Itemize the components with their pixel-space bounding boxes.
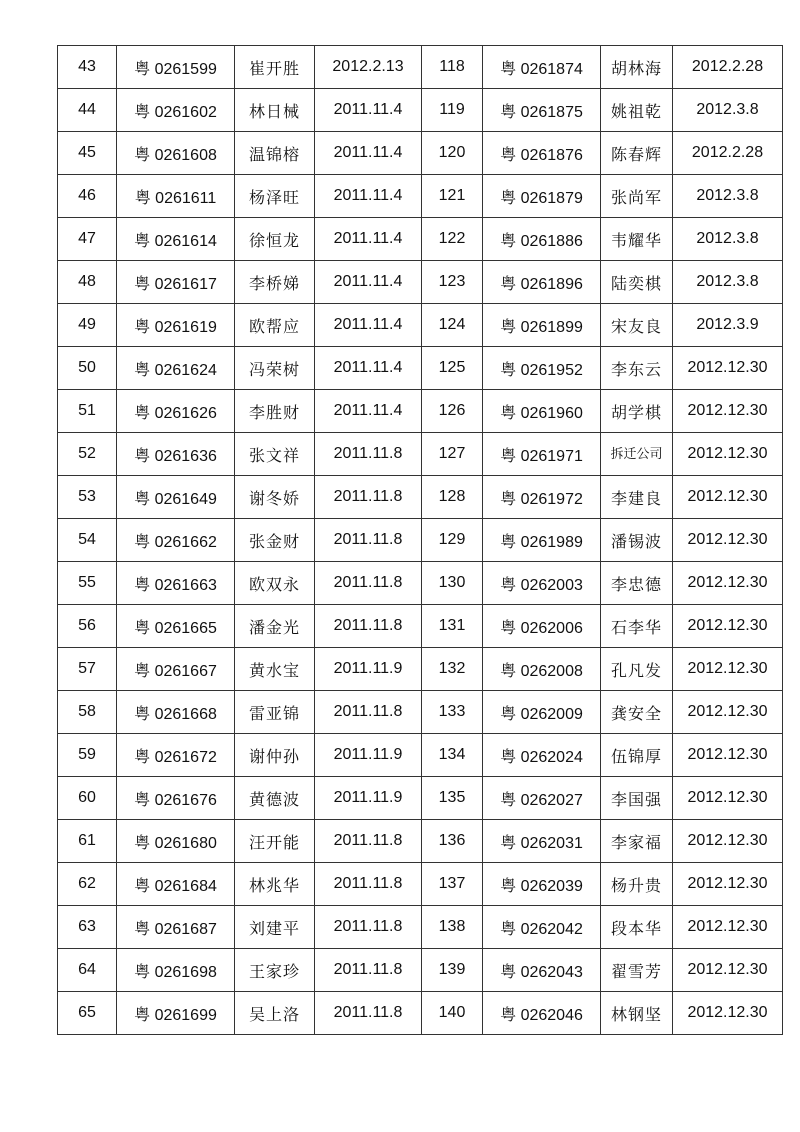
record-table: [57, 45, 783, 1035]
cell-owner-name: 林日械: [235, 89, 315, 132]
cell-plate-number: 粤 0262006: [483, 605, 601, 648]
cell-owner-name: 张尚军: [601, 175, 673, 218]
table-row: [58, 304, 783, 347]
cell-seq-number: 132: [422, 648, 483, 691]
cell-owner-name: 杨升贵: [601, 863, 673, 906]
cell-owner-name: 李家福: [601, 820, 673, 863]
cell-owner-name: 张金财: [235, 519, 315, 562]
cell-date: 2011.11.4: [315, 89, 422, 132]
cell-seq-number: 44: [58, 89, 117, 132]
cell-date: 2011.11.8: [315, 433, 422, 476]
cell-plate-number: 粤 0261875: [483, 89, 601, 132]
cell-seq-number: 43: [58, 46, 117, 89]
cell-seq-number: 57: [58, 648, 117, 691]
cell-date: 2011.11.8: [315, 519, 422, 562]
cell-owner-name: 李国强: [601, 777, 673, 820]
cell-seq-number: 124: [422, 304, 483, 347]
cell-plate-number: 粤 0261874: [483, 46, 601, 89]
cell-plate-number: 粤 0261662: [117, 519, 235, 562]
cell-owner-name: 陆奕棋: [601, 261, 673, 304]
record-table-body: [58, 46, 783, 1035]
cell-date: 2012.12.30: [673, 777, 783, 820]
cell-seq-number: 119: [422, 89, 483, 132]
cell-plate-number: 粤 0261614: [117, 218, 235, 261]
cell-seq-number: 129: [422, 519, 483, 562]
cell-date: 2011.11.4: [315, 390, 422, 433]
cell-seq-number: 60: [58, 777, 117, 820]
cell-owner-name: 刘建平: [235, 906, 315, 949]
cell-owner-name: 欧帮应: [235, 304, 315, 347]
cell-date: 2012.3.8: [673, 261, 783, 304]
table-row: [58, 46, 783, 89]
table-row: [58, 648, 783, 691]
cell-plate-number: 粤 0261687: [117, 906, 235, 949]
cell-plate-number: 粤 0261680: [117, 820, 235, 863]
cell-date: 2011.11.8: [315, 992, 422, 1035]
cell-owner-name: 孔凡发: [601, 648, 673, 691]
cell-owner-name: 李胜财: [235, 390, 315, 433]
cell-plate-number: 粤 0262024: [483, 734, 601, 777]
table-row: [58, 820, 783, 863]
cell-seq-number: 52: [58, 433, 117, 476]
cell-owner-name: 李建良: [601, 476, 673, 519]
cell-plate-number: 粤 0262046: [483, 992, 601, 1035]
cell-date: 2012.3.8: [673, 89, 783, 132]
cell-date: 2012.12.30: [673, 347, 783, 390]
cell-seq-number: 51: [58, 390, 117, 433]
cell-plate-number: 粤 0261684: [117, 863, 235, 906]
cell-seq-number: 55: [58, 562, 117, 605]
cell-seq-number: 121: [422, 175, 483, 218]
cell-date: 2012.12.30: [673, 648, 783, 691]
cell-date: 2011.11.4: [315, 132, 422, 175]
cell-seq-number: 126: [422, 390, 483, 433]
table-row: [58, 562, 783, 605]
cell-plate-number: 粤 0261602: [117, 89, 235, 132]
cell-seq-number: 48: [58, 261, 117, 304]
cell-owner-name: 张文祥: [235, 433, 315, 476]
cell-date: 2012.2.28: [673, 46, 783, 89]
cell-plate-number: 粤 0261960: [483, 390, 601, 433]
cell-plate-number: 粤 0261698: [117, 949, 235, 992]
cell-plate-number: 粤 0261699: [117, 992, 235, 1035]
table-row: [58, 476, 783, 519]
cell-date: 2012.12.30: [673, 820, 783, 863]
cell-owner-name: 李桥娣: [235, 261, 315, 304]
cell-plate-number: 粤 0262009: [483, 691, 601, 734]
cell-plate-number: 粤 0261896: [483, 261, 601, 304]
cell-plate-number: 粤 0261619: [117, 304, 235, 347]
cell-seq-number: 64: [58, 949, 117, 992]
cell-owner-name: 段本华: [601, 906, 673, 949]
cell-date: 2012.12.30: [673, 691, 783, 734]
cell-date: 2012.12.30: [673, 992, 783, 1035]
cell-seq-number: 127: [422, 433, 483, 476]
cell-seq-number: 120: [422, 132, 483, 175]
cell-plate-number: 粤 0261952: [483, 347, 601, 390]
cell-plate-number: 粤 0261676: [117, 777, 235, 820]
cell-date: 2012.12.30: [673, 949, 783, 992]
cell-seq-number: 137: [422, 863, 483, 906]
cell-owner-name: 石李华: [601, 605, 673, 648]
table-row: [58, 132, 783, 175]
cell-plate-number: 粤 0261663: [117, 562, 235, 605]
cell-date: 2011.11.4: [315, 175, 422, 218]
table-row: [58, 863, 783, 906]
cell-plate-number: 粤 0261626: [117, 390, 235, 433]
cell-plate-number: 粤 0261599: [117, 46, 235, 89]
cell-seq-number: 139: [422, 949, 483, 992]
cell-plate-number: 粤 0261667: [117, 648, 235, 691]
cell-date: 2012.2.28: [673, 132, 783, 175]
cell-owner-name: 欧双永: [235, 562, 315, 605]
cell-owner-name: 崔开胜: [235, 46, 315, 89]
cell-owner-name: 胡学棋: [601, 390, 673, 433]
table-row: [58, 261, 783, 304]
cell-owner-name: 雷亚锦: [235, 691, 315, 734]
cell-date: 2012.12.30: [673, 390, 783, 433]
cell-owner-name: 黄德波: [235, 777, 315, 820]
cell-date: 2011.11.8: [315, 476, 422, 519]
table-row: [58, 390, 783, 433]
cell-owner-name: 汪开能: [235, 820, 315, 863]
cell-owner-name: 宋友良: [601, 304, 673, 347]
cell-date: 2011.11.4: [315, 218, 422, 261]
table-row: [58, 89, 783, 132]
cell-date: 2012.12.30: [673, 605, 783, 648]
table-row: [58, 347, 783, 390]
cell-owner-name: 吴上洛: [235, 992, 315, 1035]
cell-seq-number: 63: [58, 906, 117, 949]
cell-owner-name: 拆迁公司: [601, 433, 673, 476]
cell-plate-number: 粤 0261672: [117, 734, 235, 777]
cell-plate-number: 粤 0261886: [483, 218, 601, 261]
cell-date: 2011.11.9: [315, 777, 422, 820]
cell-seq-number: 61: [58, 820, 117, 863]
cell-date: 2011.11.4: [315, 304, 422, 347]
cell-seq-number: 130: [422, 562, 483, 605]
table-row: [58, 691, 783, 734]
cell-date: 2011.11.9: [315, 734, 422, 777]
cell-owner-name: 冯荣树: [235, 347, 315, 390]
cell-owner-name: 龚安全: [601, 691, 673, 734]
cell-seq-number: 134: [422, 734, 483, 777]
cell-plate-number: 粤 0261611: [117, 175, 235, 218]
table-row: [58, 906, 783, 949]
cell-date: 2011.11.9: [315, 648, 422, 691]
cell-owner-name: 林兆华: [235, 863, 315, 906]
cell-owner-name: 潘金光: [235, 605, 315, 648]
cell-date: 2011.11.4: [315, 261, 422, 304]
cell-plate-number: 粤 0262027: [483, 777, 601, 820]
cell-plate-number: 粤 0262008: [483, 648, 601, 691]
cell-plate-number: 粤 0261989: [483, 519, 601, 562]
cell-date: 2011.11.8: [315, 605, 422, 648]
table-row: [58, 433, 783, 476]
table-row: [58, 992, 783, 1035]
cell-plate-number: 粤 0261665: [117, 605, 235, 648]
cell-plate-number: 粤 0261876: [483, 132, 601, 175]
cell-date: 2012.3.8: [673, 175, 783, 218]
cell-seq-number: 59: [58, 734, 117, 777]
cell-seq-number: 47: [58, 218, 117, 261]
cell-date: 2012.2.13: [315, 46, 422, 89]
cell-seq-number: 50: [58, 347, 117, 390]
cell-owner-name: 李忠德: [601, 562, 673, 605]
cell-plate-number: 粤 0261649: [117, 476, 235, 519]
table-row: [58, 218, 783, 261]
cell-plate-number: 粤 0262039: [483, 863, 601, 906]
cell-date: 2011.11.8: [315, 863, 422, 906]
table-row: [58, 949, 783, 992]
cell-plate-number: 粤 0261617: [117, 261, 235, 304]
cell-date: 2012.12.30: [673, 906, 783, 949]
cell-seq-number: 140: [422, 992, 483, 1035]
cell-seq-number: 46: [58, 175, 117, 218]
cell-owner-name: 黄水宝: [235, 648, 315, 691]
cell-owner-name: 翟雪芳: [601, 949, 673, 992]
table-row: [58, 519, 783, 562]
record-table-sheet: [57, 45, 783, 1035]
cell-date: 2011.11.8: [315, 691, 422, 734]
cell-seq-number: 136: [422, 820, 483, 863]
cell-plate-number: 粤 0261879: [483, 175, 601, 218]
cell-plate-number: 粤 0261668: [117, 691, 235, 734]
cell-plate-number: 粤 0261899: [483, 304, 601, 347]
cell-date: 2011.11.8: [315, 562, 422, 605]
cell-date: 2011.11.8: [315, 949, 422, 992]
cell-owner-name: 谢冬娇: [235, 476, 315, 519]
cell-seq-number: 123: [422, 261, 483, 304]
cell-plate-number: 粤 0261624: [117, 347, 235, 390]
cell-owner-name: 杨泽旺: [235, 175, 315, 218]
cell-date: 2012.12.30: [673, 519, 783, 562]
cell-plate-number: 粤 0262042: [483, 906, 601, 949]
cell-owner-name: 伍锦厚: [601, 734, 673, 777]
cell-owner-name: 徐恒龙: [235, 218, 315, 261]
cell-date: 2012.3.9: [673, 304, 783, 347]
table-row: [58, 175, 783, 218]
cell-owner-name: 潘锡波: [601, 519, 673, 562]
cell-owner-name: 王家珍: [235, 949, 315, 992]
cell-owner-name: 陈春辉: [601, 132, 673, 175]
cell-owner-name: 谢仲孙: [235, 734, 315, 777]
cell-owner-name: 李东云: [601, 347, 673, 390]
cell-plate-number: 粤 0261608: [117, 132, 235, 175]
cell-plate-number: 粤 0262003: [483, 562, 601, 605]
cell-date: 2012.12.30: [673, 863, 783, 906]
cell-date: 2012.12.30: [673, 734, 783, 777]
cell-date: 2012.12.30: [673, 562, 783, 605]
cell-seq-number: 131: [422, 605, 483, 648]
cell-seq-number: 138: [422, 906, 483, 949]
cell-seq-number: 54: [58, 519, 117, 562]
cell-seq-number: 65: [58, 992, 117, 1035]
cell-date: 2012.12.30: [673, 433, 783, 476]
table-row: [58, 734, 783, 777]
cell-seq-number: 125: [422, 347, 483, 390]
cell-seq-number: 45: [58, 132, 117, 175]
cell-date: 2011.11.8: [315, 820, 422, 863]
cell-seq-number: 49: [58, 304, 117, 347]
cell-seq-number: 122: [422, 218, 483, 261]
cell-seq-number: 53: [58, 476, 117, 519]
cell-owner-name: 韦耀华: [601, 218, 673, 261]
cell-seq-number: 62: [58, 863, 117, 906]
cell-date: 2011.11.4: [315, 347, 422, 390]
cell-seq-number: 135: [422, 777, 483, 820]
cell-plate-number: 粤 0262043: [483, 949, 601, 992]
table-row: [58, 605, 783, 648]
cell-owner-name: 温锦榕: [235, 132, 315, 175]
cell-date: 2012.12.30: [673, 476, 783, 519]
cell-owner-name: 胡林海: [601, 46, 673, 89]
cell-plate-number: 粤 0261636: [117, 433, 235, 476]
cell-seq-number: 118: [422, 46, 483, 89]
cell-seq-number: 56: [58, 605, 117, 648]
table-row: [58, 777, 783, 820]
cell-seq-number: 58: [58, 691, 117, 734]
cell-plate-number: 粤 0262031: [483, 820, 601, 863]
cell-owner-name: 姚祖乾: [601, 89, 673, 132]
cell-plate-number: 粤 0261972: [483, 476, 601, 519]
cell-seq-number: 128: [422, 476, 483, 519]
cell-date: 2011.11.8: [315, 906, 422, 949]
cell-plate-number: 粤 0261971: [483, 433, 601, 476]
cell-owner-name: 林钢坚: [601, 992, 673, 1035]
cell-seq-number: 133: [422, 691, 483, 734]
cell-date: 2012.3.8: [673, 218, 783, 261]
